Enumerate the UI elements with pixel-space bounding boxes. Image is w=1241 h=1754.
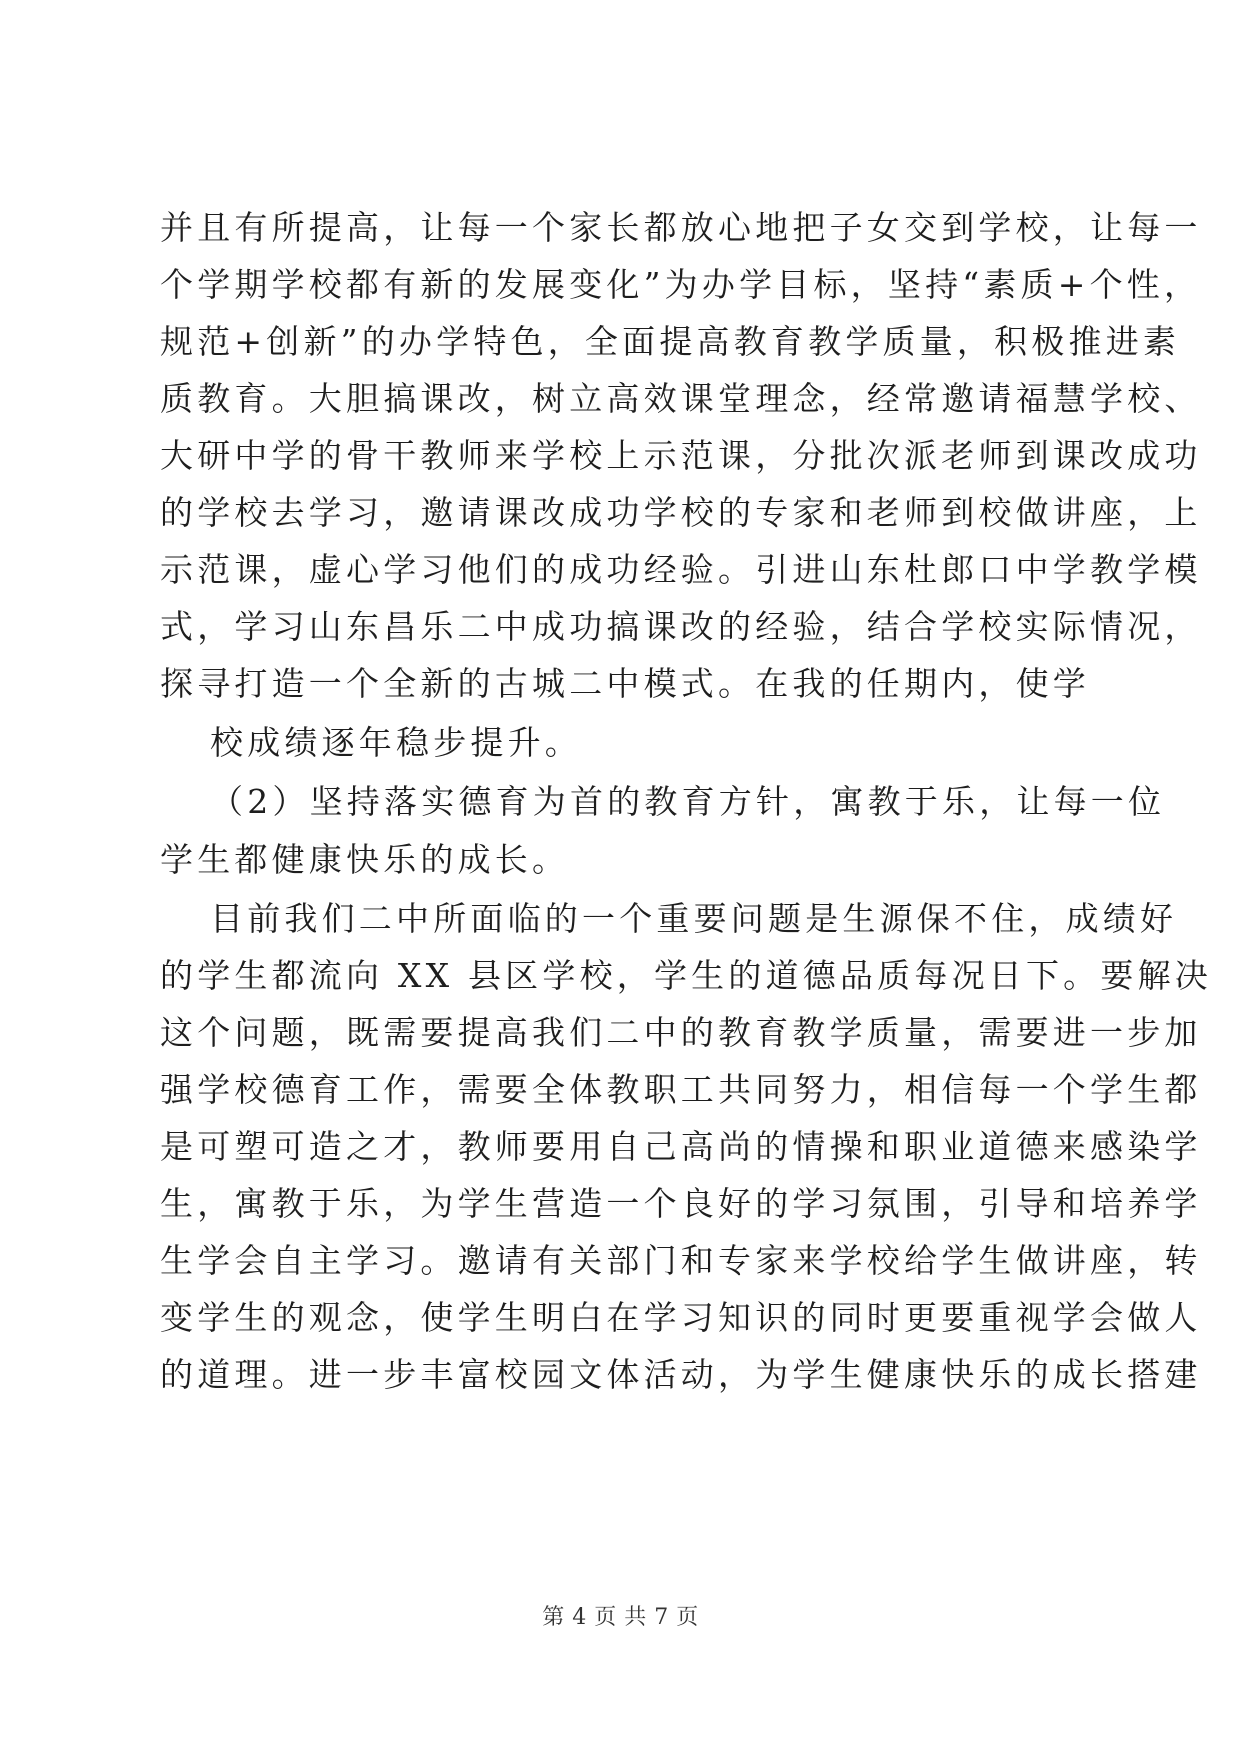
text-line: 强学校德育工作，需要全体教职工共同努力，相信每一个学生都 bbox=[160, 1070, 1202, 1109]
text-line: 探寻打造一个全新的古城二中模式。在我的任期内，使学 bbox=[160, 664, 1090, 703]
text-line: 规范+创新”的办学特色，全面提高教育教学质量，积极推进素 bbox=[160, 322, 1181, 361]
text-line: 学生都健康快乐的成长。 bbox=[160, 840, 570, 879]
text-line: 目前我们二中所面临的一个重要问题是生源保不住，成绩好 bbox=[210, 899, 1178, 938]
text-line: 是可塑可造之才，教师要用自己高尚的情操和职业道德来感染学 bbox=[160, 1127, 1202, 1166]
text-line: 大研中学的骨干教师来学校上示范课，分批次派老师到课改成功 bbox=[160, 436, 1202, 475]
text-line: 个学期学校都有新的发展变化”为办学目标，坚持“素质+个性， bbox=[160, 265, 1202, 304]
text-line: 生学会自主学习。邀请有关部门和专家来学校给学生做讲座，转 bbox=[160, 1241, 1202, 1280]
text-line: 变学生的观念，使学生明白在学习知识的同时更要重视学会做人 bbox=[160, 1298, 1202, 1337]
text-line: 的道理。进一步丰富校园文体活动，为学生健康快乐的成长搭建 bbox=[160, 1355, 1202, 1394]
text-line: 示范课，虚心学习他们的成功经验。引进山东杜郎口中学教学模 bbox=[160, 550, 1202, 589]
text-line: 这个问题，既需要提高我们二中的教育教学质量，需要进一步加 bbox=[160, 1013, 1202, 1052]
text-line: 生，寓教于乐，为学生营造一个良好的学习氛围，引导和培养学 bbox=[160, 1184, 1202, 1223]
text-line: 并且有所提高，让每一个家长都放心地把子女交到学校，让每一 bbox=[160, 208, 1202, 247]
page-number-footer: 第 4 页 共 7 页 bbox=[542, 1605, 699, 1630]
text-line: 式，学习山东昌乐二中成功搞课改的经验，结合学校实际情况， bbox=[160, 607, 1202, 646]
text-line: 质教育。大胆搞课改，树立高效课堂理念，经常邀请福慧学校、 bbox=[160, 379, 1202, 418]
section-heading: （2）坚持落实德育为首的教育方针，寓教于乐，让每一位 bbox=[210, 782, 1166, 821]
text-line: 的学生都流向 XX 县区学校，学生的道德品质每况日下。要解决 bbox=[160, 956, 1212, 995]
text-line: 的学校去学习，邀请课改成功学校的专家和老师到校做讲座，上 bbox=[160, 493, 1202, 532]
text-line: 校成绩逐年稳步提升。 bbox=[210, 723, 582, 762]
